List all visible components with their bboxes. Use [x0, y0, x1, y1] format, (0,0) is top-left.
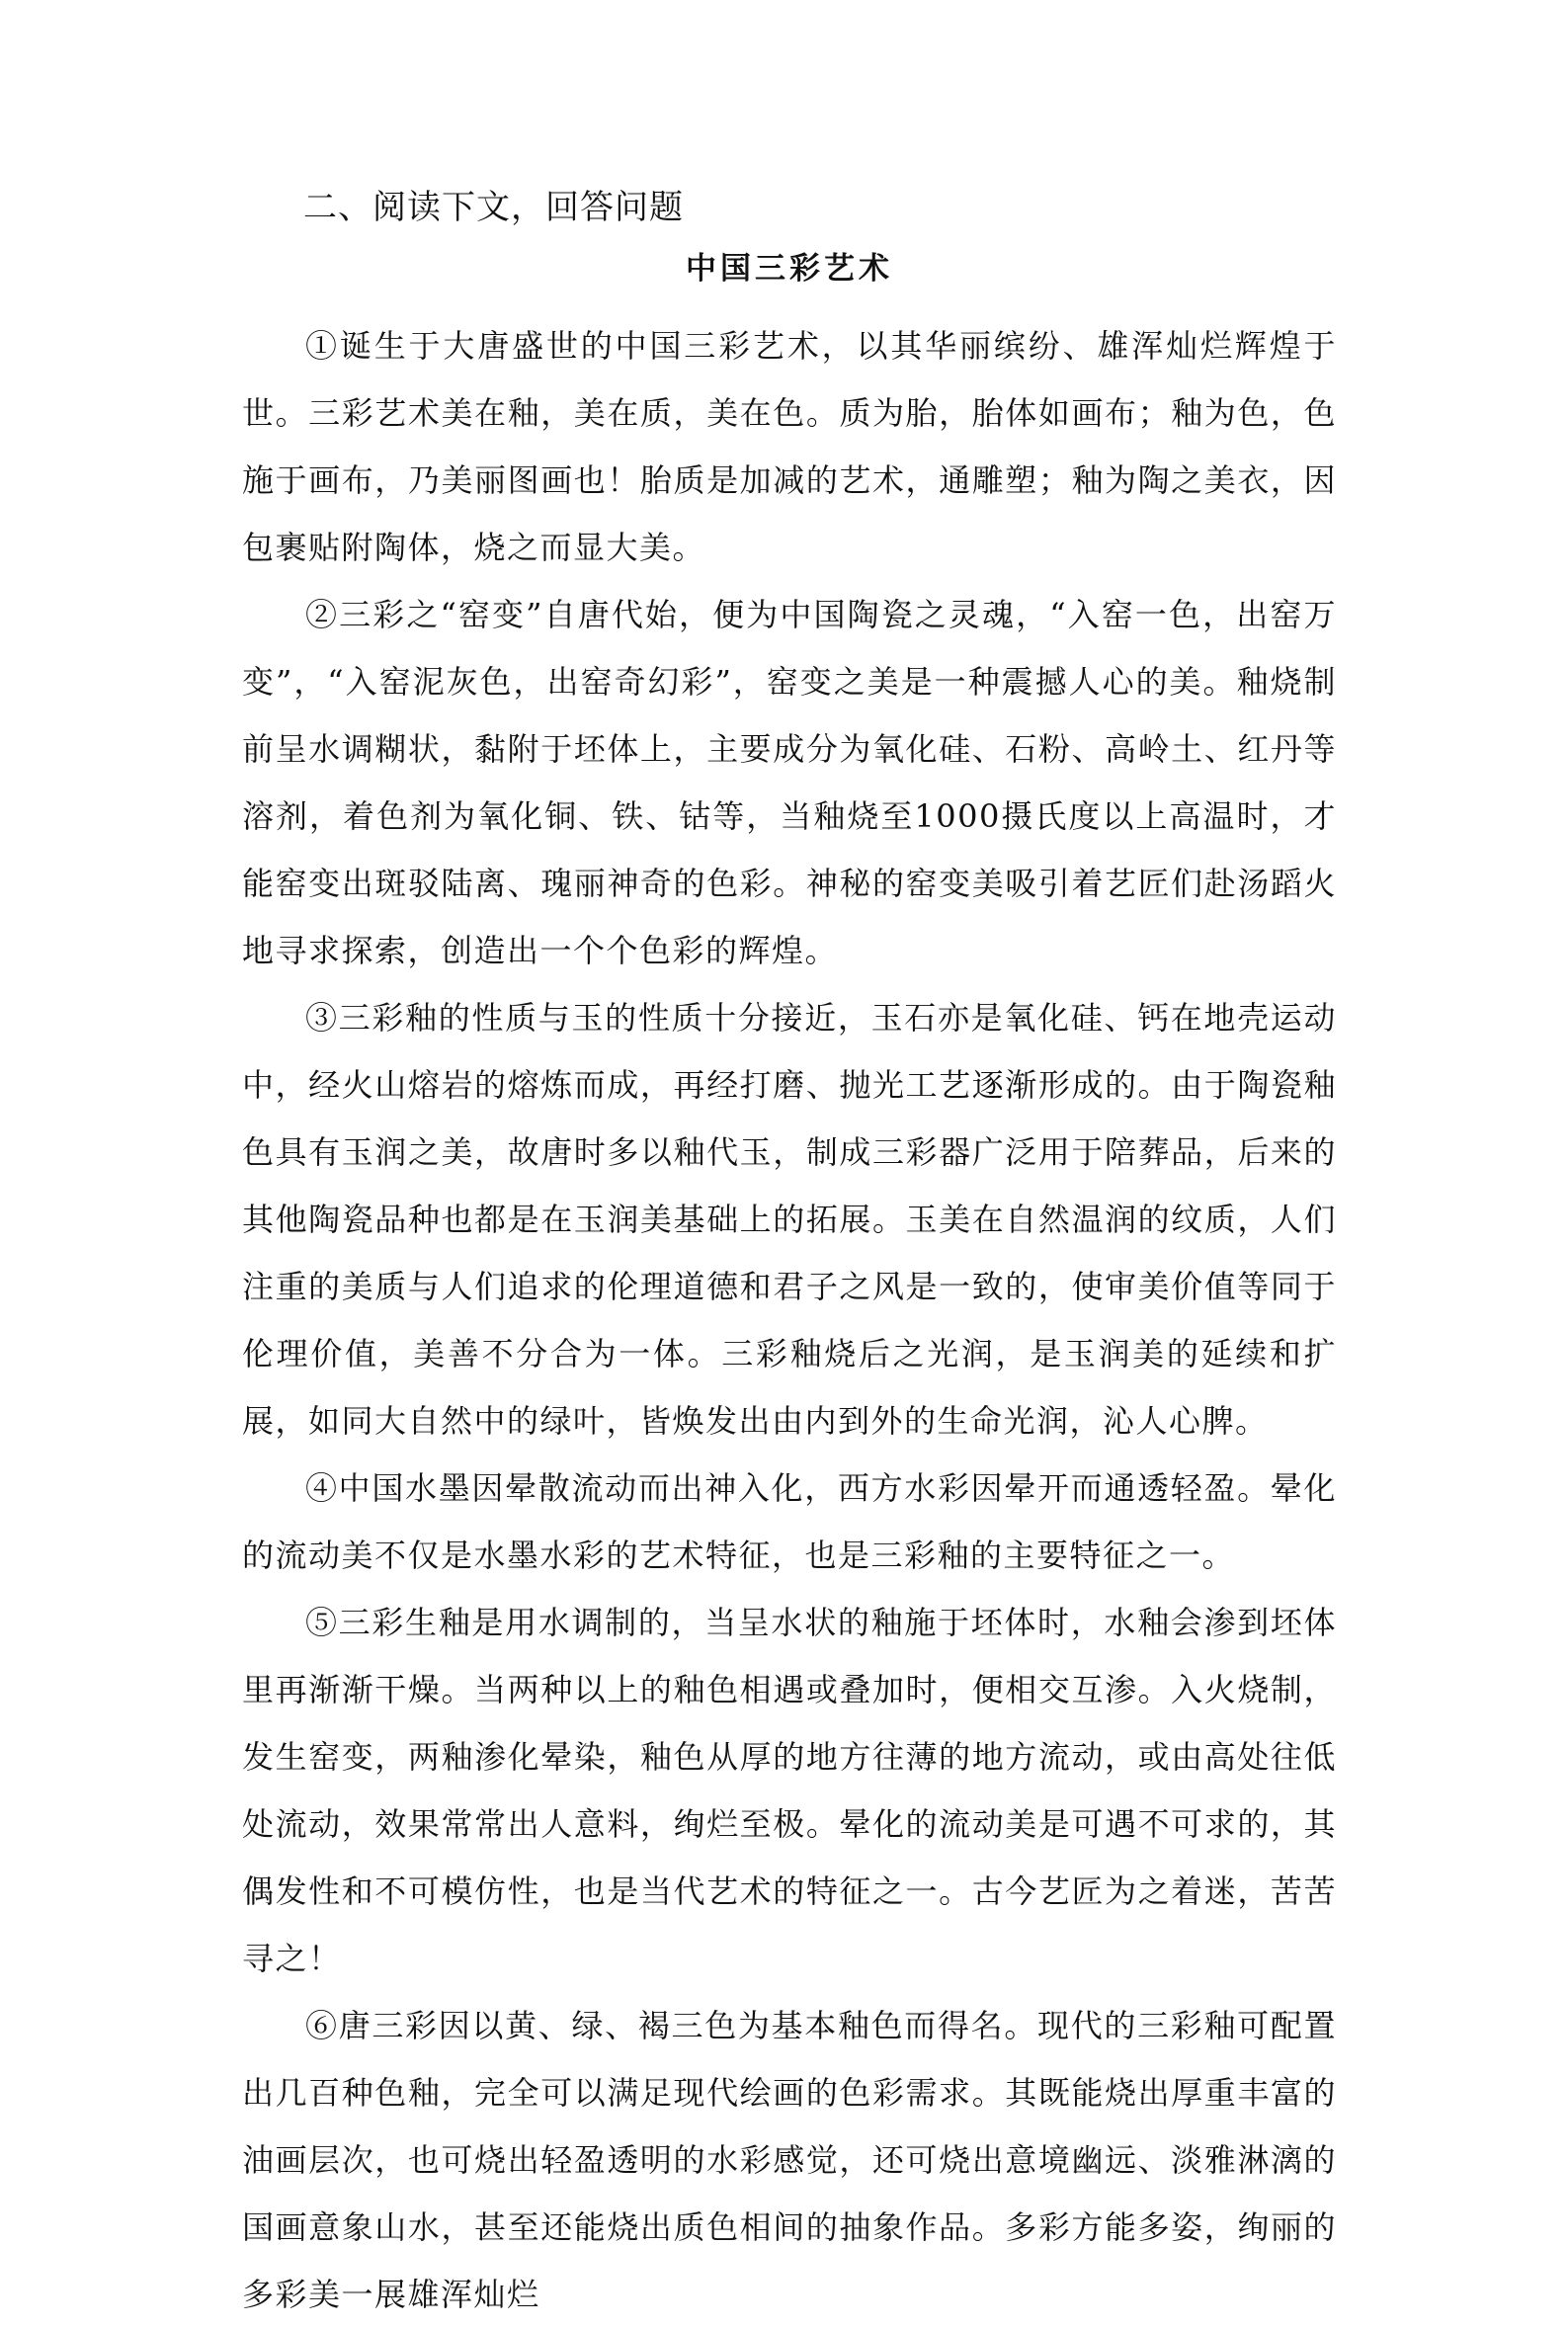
paragraph-3: ③三彩釉的性质与玉的性质十分接近，玉石亦是氧化硅、钙在地壳运动中，经火山熔岩的熔炼而成，再经打磨、抛光工艺逐渐形成的。由于陶瓷釉色具有玉润之美，故唐时多以釉代玉，制成三彩器广泛用于陪葬品，后来的其他陶瓷品种也都是在玉润美基础上的拓展。玉美在自然温润的纹质，人们注重的美质与人们追求的伦理道德和君子之风是一致的，使审美价值等同于伦理价值，美善不分合为一体。三彩釉烧后之光润，是玉润美的延续和扩展，如同大自然中的绿叶，皆焕发出由内到外的生命光润，沁人心脾。 [242, 999, 1337, 1440]
paragraph-5: ⑤三彩生釉是用水调制的，当呈水状的釉施于坯体时，水釉会渗到坯体里再渐渐干燥。当两种以上的釉色相遇或叠加时，便相交互渗。入火烧制，发生窑变，两釉渗化晕染，釉色从厚的地方往薄的地方流动，或由高处往低处流动，效果常常出人意料，绚烂至极。晕化的流动美是可遇不可求的，其偶发性和不可模仿性，也是当代艺术的特征之一。古今艺匠为之着迷，苦苦寻之！ [242, 1604, 1337, 1977]
paragraph-4: ④中国水墨因晕散流动而出神入化，西方水彩因晕开而通透轻盈。晕化的流动美不仅是水墨水彩的艺术特征，也是三彩釉的主要特征之一。 [242, 1469, 1337, 1574]
page-content [242, 182, 1337, 2328]
paragraph-6: ⑥唐三彩因以黄、绿、褐三色为基本釉色而得名。现代的三彩釉可配置出几百种色釉，完全可以满足现代绘画的色彩需求。其既能烧出厚重丰富的油画层次，也可烧出轻盈透明的水彩感觉，还可烧出意境幽远、淡雅淋漓的国画意象山水，甚至还能烧出质色相间的抽象作品。多彩方能多姿，绚丽的多彩美一展雄浑灿烂 [242, 2007, 1337, 2313]
section-heading: 二、阅读下文，回答问题 [303, 188, 684, 227]
paragraph-1: ①诞生于大唐盛世的中国三彩艺术，以其华丽缤纷、雄浑灿烂辉煌于世。三彩艺术美在釉，美在质，美在色。质为胎，胎体如画布；釉为色，色施于画布，乃美丽图画也！胎质是加减的艺术，通雕塑；釉为陶之美衣，因包裹贴附陶体，烧之而显大美。 [242, 327, 1337, 566]
article-title: 中国三彩艺术 [686, 251, 893, 287]
paragraph-2: ②三彩之“窑变”自唐代始，便为中国陶瓷之灵魂，“入窑一色，出窑万变”，“入窑泥灰色，出窑奇幻彩”，窑变之美是一种震撼人心的美。釉烧制前呈水调糊状，黏附于坯体上，主要成分为氧化硅、石粉、高岭土、红丹等溶剂，着色剂为氧化铜、铁、钴等，当釉烧至1000摄氏度以上高温时，才能窑变出斑驳陆离、瑰丽神奇的色彩。神秘的窑变美吸引着艺匠们赴汤蹈火地寻求探索，创造出一个个色彩的辉煌。 [242, 596, 1337, 969]
